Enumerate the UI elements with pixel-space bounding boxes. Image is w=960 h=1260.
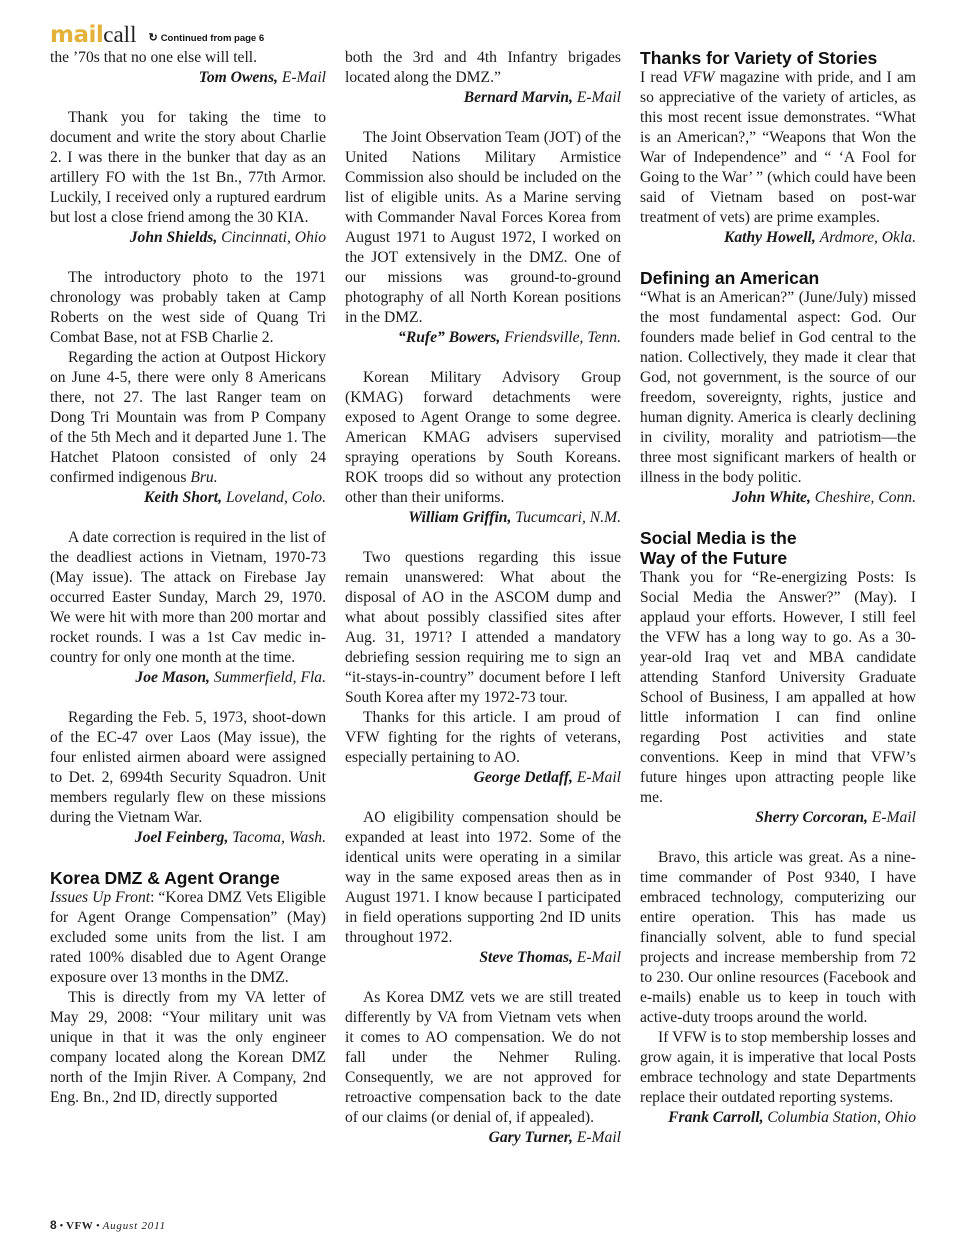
signature-name: Sherry Corcoran, xyxy=(755,809,868,826)
signature-location: Tacoma, Wash. xyxy=(232,829,326,846)
masthead-call: call xyxy=(103,22,137,47)
signature-name: George Detlaff, xyxy=(473,769,573,786)
signature xyxy=(50,228,326,248)
signature-location: E-Mail xyxy=(576,1129,621,1146)
letter-text: This is directly from my VA letter of May 29, 2008: “Your military unit was unique in that it was the only engineer company located along the Korean DMZ north of the Imjin River. A Company, 2nd Eng. Bn., 2nd ID, directly supported xyxy=(50,989,326,1106)
signature xyxy=(50,668,326,688)
letter-text: If VFW is to stop membership losses and grow again, it is imperative that local Posts embrace technology and state Departments replace their outdated reporting systems. xyxy=(640,1029,916,1106)
letter-text: both the 3rd and 4th Infantry brigades located along the DMZ.” xyxy=(345,49,621,86)
mailcall-masthead xyxy=(50,18,326,48)
continued-arrow-icon: ↻ xyxy=(148,32,158,44)
signature-location: Cheshire, Conn. xyxy=(814,489,916,506)
letter-text: Korean Military Advisory Group (KMAG) forward detachments were exposed to Agent Orange to some degree. American KMAG advisers supervised spraying operations by South Koreans. ROK troops did so without any protection other than their uniforms. xyxy=(345,369,621,506)
letter-text: The introductory photo to the 1971 chronology was probably taken at Camp Roberts on the west side of Quang Tri Combat Base, not at FSB Charlie 2. xyxy=(50,269,326,346)
footer-separator: • xyxy=(95,1220,100,1232)
signature xyxy=(640,488,916,508)
signature-location: E-Mail xyxy=(576,89,621,106)
signature xyxy=(640,1108,916,1128)
signature-location: Ardmore, Okla. xyxy=(819,229,916,246)
signature xyxy=(50,68,326,88)
letter-text: Bravo, this article was great. As a nine-time commander of Post 9340, I have embraced technology, computerizing our entire operation. This has made us financially solvent, able to fund special projects and increase membership from 72 to 230. Our online resources (Facebook and e-mails) enable us to keep in touch with active-duty troops around the world. xyxy=(640,849,916,1026)
signature-location: E-Mail xyxy=(576,949,621,966)
signature xyxy=(50,828,326,848)
letter-text: “What is an American?” (June/July) missed the most fundamental aspect: God. Our founders made belief in God central to the nation. Collectively, they made it clear that God, not government, is the source of our freedom, sovereignty, rights, justice and human dignity. America is clearly declining in civility, morality and patriotism—the three most significant markers of health or illness in the body politic. xyxy=(640,289,916,486)
signature-name: Frank Carroll, xyxy=(668,1109,764,1126)
letter-text: I read VFW magazine with pride, and I am so appreciative of the variety of articles, as this most recent issue demonstrates. “What is an American?,” “Weapons that Won the War of Independence” and “ ‘A Fool for Going to the War’ ” (which could have been said of Vietnam based on post-war treatment of vets) are prime examples. xyxy=(640,69,916,226)
letter-text: Thank you for “Re-energizing Posts: Is Social Media the Answer?” (May). I applaud your efforts. However, I still feel the VFW has a long way to go. As a 30-year-old Iraq vet and MBA candidate attending Stanford University Graduate School of Business, I am appalled at how little information I can find online regarding Post activities and state conventions. Keep in mind that VFW’s future hinges upon attracting people like me. xyxy=(640,569,916,806)
letter-text: The Joint Observation Team (JOT) of the United Nations Military Armistice Commission also should be included on the list of eligible units. As a Marine serving with Commander Naval Forces Korea from August 1971 to August 1972, I worked on the JOT extensively in the DMZ. One of our missions was ground-to-ground photography of all North Korean positions in the DMZ. xyxy=(345,129,621,326)
letter-text: Thanks for this article. I am proud of VFW fighting for the rights of veterans, especially pertaining to AO. xyxy=(345,709,621,766)
letter-text: AO eligibility compensation should be expanded at least into 1972. Some of the identical units were operating in a similar way in the same exposed areas then as in August 1971. I know because I participated in field operations supporting 2nd ID units throughout 1972. xyxy=(345,809,621,946)
signature-name: Gary Turner, xyxy=(488,1129,573,1146)
signature-name: John White, xyxy=(732,489,811,506)
letter-text: Thank you for taking the time to document and write the story about Charlie 2. I was there in the bunker that day as an artillery FO with the 1st Bn., 77th Armor. Luckily, I received only a ruptured eardrum but lost a close friend among the 30 KIA. xyxy=(50,109,326,226)
letter-text: Issues Up Front: “Korea DMZ Vets Eligible for Agent Orange Compensation” (May) excluded some units from the list. I am rated 100% disabled due to Agent Orange exposure over 13 months in the DMZ. xyxy=(50,889,326,986)
column-3 xyxy=(640,48,916,1128)
signature-name: Joel Feinberg, xyxy=(134,829,229,846)
continued-note xyxy=(148,29,264,48)
issue-date: August 2011 xyxy=(102,1220,166,1232)
signature-name: Kathy Howell, xyxy=(723,229,816,246)
section-heading: Social Media is the Way of the Future xyxy=(640,528,797,568)
signature-location: Columbia Station, Ohio xyxy=(767,1109,916,1126)
letter-text: the ’70s that no one else will tell. xyxy=(50,49,258,66)
section-heading: Thanks for Variety of Stories xyxy=(640,48,878,68)
signature xyxy=(345,948,621,968)
page-footer xyxy=(50,1218,166,1232)
page-number: 8 xyxy=(50,1218,57,1232)
letter-text: Regarding the Feb. 5, 1973, shoot-down of the EC-47 over Laos (May issue), the four enlisted airmen aboard were assigned to Det. 2, 6994th Security Squadron. Unit members regularly flew on these missions during the Vietnam War. xyxy=(50,709,326,826)
signature-name: William Griffin, xyxy=(408,509,512,526)
column-2 xyxy=(345,48,621,1148)
signature-location: E-Mail xyxy=(871,809,916,826)
signature xyxy=(640,228,916,248)
letter-text: As Korea DMZ vets we are still treated differently by VA from Vietnam vets when it comes to AO compensation. We do not fall under the Nehmer Ruling. Consequently, we are not approved for retroactive compensation back to the date of our claims (or denial of, if appealed). xyxy=(345,989,621,1126)
continued-text: Continued from page 6 xyxy=(160,33,265,44)
signature-location: Cincinnati, Ohio xyxy=(221,229,326,246)
signature xyxy=(345,88,621,108)
signature-location: Loveland, Colo. xyxy=(225,489,326,506)
signature xyxy=(345,1128,621,1148)
letter-text: A date correction is required in the list of the deadliest actions in Vietnam, 1970-73 (May issue). The attack on Firebase Jay occurred Easter Sunday, March 29, 1970. We were hit with more than 200 mortar and rocket rounds. I was a 1st Cav medic in-country for only one month at the time. xyxy=(50,529,326,666)
signature xyxy=(345,508,621,528)
footer-separator: • xyxy=(59,1220,64,1232)
signature-name: Keith Short, xyxy=(144,489,223,506)
signature-name: Tom Owens, xyxy=(198,69,278,86)
signature-name: Joe Mason, xyxy=(135,669,210,686)
masthead-mail: mail xyxy=(50,22,104,48)
signature-location: Friendsville, Tenn. xyxy=(504,329,621,346)
signature-location: E-Mail xyxy=(281,69,326,86)
letter-text: Regarding the action at Outpost Hickory on June 4-5, there were only 8 Americans there, not 27. The last Ranger team on Dong Tri Mountain was from P Company of the 5th Mech and it departed June 1. The Hatchet Platoon consisted of only 24 confirmed indigenous Bru. xyxy=(50,349,326,486)
publication-name: VFW xyxy=(66,1220,94,1232)
signature xyxy=(50,488,326,508)
signature xyxy=(345,328,621,348)
signature xyxy=(345,768,621,788)
signature-name: John Shields, xyxy=(129,229,218,246)
column-1 xyxy=(50,18,326,1108)
letter-text: Two questions regarding this issue remain unanswered: What about the disposal of AO in the ASCOM dump and what about possibly classified sites after Aug. 31, 1971? I attended a mandatory debriefing session requiring me to sign an “it-stays-in-country” document before I left South Korea after my 1972-73 tour. xyxy=(345,549,621,706)
signature-name: Bernard Marvin, xyxy=(463,89,573,106)
signature-name: Steve Thomas, xyxy=(479,949,573,966)
signature xyxy=(640,808,916,828)
section-heading: Defining an American xyxy=(640,268,820,288)
signature-location: E-Mail xyxy=(576,769,621,786)
signature-location: Tucumcari, N.M. xyxy=(515,509,621,526)
signature-name: “Rufe” Bowers, xyxy=(398,329,501,346)
section-heading: Korea DMZ & Agent Orange xyxy=(50,868,280,888)
signature-location: Summerfield, Fla. xyxy=(213,669,326,686)
